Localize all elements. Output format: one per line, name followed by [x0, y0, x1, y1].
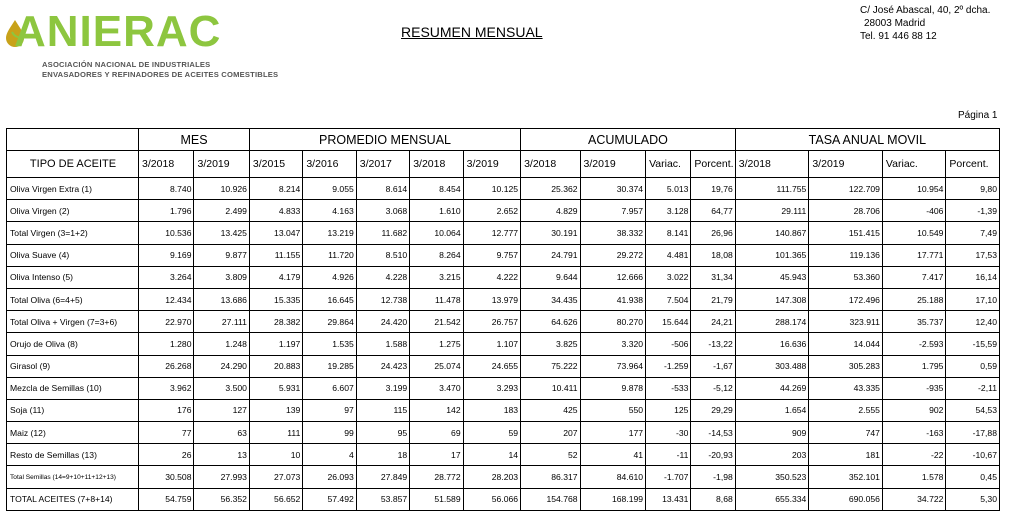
table-cell: 12.434 — [139, 288, 194, 310]
group-header-promedio: PROMEDIO MENSUAL — [249, 129, 520, 151]
table-cell: 4.228 — [356, 266, 409, 288]
row-label: Total Oliva (6=4+5) — [7, 288, 139, 310]
column-header: Variac. — [646, 151, 691, 178]
column-header: Porcent. — [946, 151, 1000, 178]
table-cell: 57.492 — [303, 488, 356, 510]
table-cell: 1.107 — [463, 333, 520, 355]
table-cell: 7,49 — [946, 222, 1000, 244]
column-header: 3/2018 — [521, 151, 580, 178]
logo-wordmark: ANIERAC — [14, 7, 222, 56]
table-cell: 12,40 — [946, 311, 1000, 333]
table-cell: 43.335 — [809, 377, 883, 399]
table-cell: 77 — [139, 422, 194, 444]
table-cell: 18 — [356, 444, 409, 466]
table-cell: 13.425 — [194, 222, 249, 244]
table-cell: 56.066 — [463, 488, 520, 510]
table-cell: 139 — [249, 399, 302, 421]
table-cell: 5.013 — [646, 178, 691, 200]
table-cell: 29.272 — [580, 244, 646, 266]
table-cell: 29,29 — [691, 399, 735, 421]
table-cell: -163 — [882, 422, 946, 444]
table-cell: 13.686 — [194, 288, 249, 310]
table-row — [7, 377, 1000, 399]
table-row — [7, 244, 1000, 266]
table-cell: 16.636 — [735, 333, 809, 355]
table-cell: 550 — [580, 399, 646, 421]
table-cell: 655.334 — [735, 488, 809, 510]
table-cell: 207 — [521, 422, 580, 444]
table-cell: 27.849 — [356, 466, 409, 488]
table-cell: 183 — [463, 399, 520, 421]
table-cell: 0,45 — [946, 466, 1000, 488]
table-cell: 303.488 — [735, 355, 809, 377]
table-cell: 24.791 — [521, 244, 580, 266]
table-cell: 1.248 — [194, 333, 249, 355]
table-cell: 99 — [303, 422, 356, 444]
table-cell: 4.926 — [303, 266, 356, 288]
table-cell: 38.332 — [580, 222, 646, 244]
table-cell: -2,11 — [946, 377, 1000, 399]
table-cell: 8.264 — [410, 244, 463, 266]
table-cell: 26.093 — [303, 466, 356, 488]
table-cell: 909 — [735, 422, 809, 444]
table-cell: 125 — [646, 399, 691, 421]
table-cell: 28.382 — [249, 311, 302, 333]
table-cell: 9.878 — [580, 377, 646, 399]
table-cell: 9.644 — [521, 266, 580, 288]
column-header: TIPO DE ACEITE — [7, 151, 139, 178]
table-cell: 11.720 — [303, 244, 356, 266]
table-cell: 3.264 — [139, 266, 194, 288]
table-cell: -533 — [646, 377, 691, 399]
table-cell: -17,88 — [946, 422, 1000, 444]
table-cell: 35.737 — [882, 311, 946, 333]
table-cell: 25.362 — [521, 178, 580, 200]
table-cell: 8.740 — [139, 178, 194, 200]
table-cell: 30.508 — [139, 466, 194, 488]
table-cell: 3.215 — [410, 266, 463, 288]
row-label: Mezcla de Semillas (10) — [7, 377, 139, 399]
table-cell: 17 — [410, 444, 463, 466]
table-cell: 690.056 — [809, 488, 883, 510]
table-cell: 11.155 — [249, 244, 302, 266]
column-header: 3/2019 — [809, 151, 883, 178]
group-header-tasa: TASA ANUAL MOVIL — [735, 129, 999, 151]
row-label: Resto de Semillas (13) — [7, 444, 139, 466]
table-cell: 12.777 — [463, 222, 520, 244]
table-cell: 902 — [882, 399, 946, 421]
table-cell: 20.883 — [249, 355, 302, 377]
table-cell: 127 — [194, 399, 249, 421]
table-cell: 26,96 — [691, 222, 735, 244]
table-cell: 3.825 — [521, 333, 580, 355]
column-header: 3/2019 — [463, 151, 520, 178]
table-cell: 181 — [809, 444, 883, 466]
table-cell: 203 — [735, 444, 809, 466]
table-row — [7, 222, 1000, 244]
row-label: Orujo de Oliva (8) — [7, 333, 139, 355]
table-row — [7, 355, 1000, 377]
table-cell: 21,79 — [691, 288, 735, 310]
table-cell: 17,10 — [946, 288, 1000, 310]
table-cell: 3.320 — [580, 333, 646, 355]
table-cell: 3.962 — [139, 377, 194, 399]
table-cell: 26.268 — [139, 355, 194, 377]
table-row — [7, 488, 1000, 510]
table-cell: -935 — [882, 377, 946, 399]
table-cell: 25.188 — [882, 288, 946, 310]
table-cell: 27.073 — [249, 466, 302, 488]
table-cell: 1.535 — [303, 333, 356, 355]
table-cell: 9.169 — [139, 244, 194, 266]
table-cell: 4 — [303, 444, 356, 466]
table-cell: 2.652 — [463, 200, 520, 222]
table-cell: 154.768 — [521, 488, 580, 510]
table-row — [7, 399, 1000, 421]
address-block — [860, 4, 990, 43]
table-cell: 53.360 — [809, 266, 883, 288]
table-cell: 11.478 — [410, 288, 463, 310]
table-cell: 2.555 — [809, 399, 883, 421]
table-cell: 425 — [521, 399, 580, 421]
table-cell: 4.222 — [463, 266, 520, 288]
logo-subtitle-2: ENVASADORES Y REFINADORES DE ACEITES COMESTIBLES — [42, 70, 279, 79]
column-header: Porcent. — [691, 151, 735, 178]
group-header-blank — [7, 129, 139, 151]
table-cell: 51.589 — [410, 488, 463, 510]
table-cell: 10.411 — [521, 377, 580, 399]
table-cell: 26.757 — [463, 311, 520, 333]
table-cell: 1.610 — [410, 200, 463, 222]
table-cell: 0,59 — [946, 355, 1000, 377]
table-cell: -30 — [646, 422, 691, 444]
table-cell: 63 — [194, 422, 249, 444]
row-label: Total Semillas (14=9+10+11+12+13) — [7, 466, 139, 488]
table-cell: 64,77 — [691, 200, 735, 222]
table-cell: 13.047 — [249, 222, 302, 244]
table-cell: 140.867 — [735, 222, 809, 244]
table-cell: 288.174 — [735, 311, 809, 333]
row-label: Total Virgen (3=1+2) — [7, 222, 139, 244]
table-cell: -22 — [882, 444, 946, 466]
table-cell: 17.771 — [882, 244, 946, 266]
group-header-row — [7, 129, 1000, 151]
table-row — [7, 200, 1000, 222]
table-cell: 10.549 — [882, 222, 946, 244]
table-cell: 34.722 — [882, 488, 946, 510]
group-header-acumulado: ACUMULADO — [521, 129, 736, 151]
table-cell: -1,98 — [691, 466, 735, 488]
table-cell: 10.064 — [410, 222, 463, 244]
column-header: 3/2019 — [580, 151, 646, 178]
table-row — [7, 466, 1000, 488]
table-cell: 3.199 — [356, 377, 409, 399]
table-cell: 52 — [521, 444, 580, 466]
table-cell: 24,21 — [691, 311, 735, 333]
column-header: 3/2018 — [139, 151, 194, 178]
table-cell: 151.415 — [809, 222, 883, 244]
table-cell: -1.707 — [646, 466, 691, 488]
table-cell: 11.682 — [356, 222, 409, 244]
table-cell: 1.654 — [735, 399, 809, 421]
table-cell: -15,59 — [946, 333, 1000, 355]
table-cell: 177 — [580, 422, 646, 444]
table-cell: 97 — [303, 399, 356, 421]
address-phone: Tel. 91 446 88 12 — [860, 31, 937, 42]
table-cell: 28.772 — [410, 466, 463, 488]
table-cell: 28.706 — [809, 200, 883, 222]
table-cell: 53.857 — [356, 488, 409, 510]
column-header: 3/2016 — [303, 151, 356, 178]
table-cell: 4.163 — [303, 200, 356, 222]
logo-subtitle-1: ASOCIACIÓN NACIONAL DE INDUSTRIALES — [42, 60, 211, 69]
table-cell: 9.757 — [463, 244, 520, 266]
table-cell: -1,67 — [691, 355, 735, 377]
table-cell: -1,39 — [946, 200, 1000, 222]
table-cell: 3.128 — [646, 200, 691, 222]
table-cell: 30.374 — [580, 178, 646, 200]
column-header-row — [7, 151, 1000, 178]
table-cell: 3.500 — [194, 377, 249, 399]
table-cell: 95 — [356, 422, 409, 444]
table-cell: 172.496 — [809, 288, 883, 310]
table-cell: 24.420 — [356, 311, 409, 333]
table-cell: 19,76 — [691, 178, 735, 200]
table-cell: -10,67 — [946, 444, 1000, 466]
table-cell: 9,80 — [946, 178, 1000, 200]
table-cell: 16,14 — [946, 266, 1000, 288]
table-cell: -20,93 — [691, 444, 735, 466]
table-cell: 54,53 — [946, 399, 1000, 421]
row-label: Maiz (12) — [7, 422, 139, 444]
table-cell: 8.141 — [646, 222, 691, 244]
table-cell: 8.510 — [356, 244, 409, 266]
table-cell: -406 — [882, 200, 946, 222]
table-cell: 14 — [463, 444, 520, 466]
table-cell: 1.280 — [139, 333, 194, 355]
table-cell: 73.964 — [580, 355, 646, 377]
table-cell: 64.626 — [521, 311, 580, 333]
table-cell: 7.417 — [882, 266, 946, 288]
monthly-summary-table — [6, 128, 1000, 511]
table-cell: 3.068 — [356, 200, 409, 222]
table-cell: 1.796 — [139, 200, 194, 222]
table-row — [7, 288, 1000, 310]
table-cell: 5,30 — [946, 488, 1000, 510]
table-cell: 350.523 — [735, 466, 809, 488]
table-cell: 24.290 — [194, 355, 249, 377]
table-cell: 10.536 — [139, 222, 194, 244]
table-cell: 4.829 — [521, 200, 580, 222]
table-cell: 12.738 — [356, 288, 409, 310]
address-city: 28003 Madrid — [864, 18, 926, 29]
table-cell: 56.652 — [249, 488, 302, 510]
table-cell: 9.055 — [303, 178, 356, 200]
table-cell: 8.454 — [410, 178, 463, 200]
table-cell: -13,22 — [691, 333, 735, 355]
table-cell: 4.179 — [249, 266, 302, 288]
table-cell: 111.755 — [735, 178, 809, 200]
table-cell: 28.203 — [463, 466, 520, 488]
table-cell: 30.191 — [521, 222, 580, 244]
table-cell: 21.542 — [410, 311, 463, 333]
table-cell: 10.954 — [882, 178, 946, 200]
table-row — [7, 178, 1000, 200]
table-cell: 13 — [194, 444, 249, 466]
table-row — [7, 333, 1000, 355]
table-row — [7, 444, 1000, 466]
table-cell: 16.645 — [303, 288, 356, 310]
table-cell: 3.293 — [463, 377, 520, 399]
table-cell: -14,53 — [691, 422, 735, 444]
table-cell: -506 — [646, 333, 691, 355]
table-cell: 10.926 — [194, 178, 249, 200]
table-cell: 1.588 — [356, 333, 409, 355]
row-label: Total Oliva + Virgen (7=3+6) — [7, 311, 139, 333]
table-cell: 1.578 — [882, 466, 946, 488]
table-cell: 14.044 — [809, 333, 883, 355]
row-label: Oliva Virgen (2) — [7, 200, 139, 222]
table-cell: 22.970 — [139, 311, 194, 333]
table-body — [7, 178, 1000, 511]
table-cell: 3.470 — [410, 377, 463, 399]
group-header-mes: MES — [139, 129, 250, 151]
table-cell: 2.499 — [194, 200, 249, 222]
table-cell: 9.877 — [194, 244, 249, 266]
table-cell: -5,12 — [691, 377, 735, 399]
table-cell: 323.911 — [809, 311, 883, 333]
table-cell: 17,53 — [946, 244, 1000, 266]
table-cell: 3.809 — [194, 266, 249, 288]
table-cell: 13.431 — [646, 488, 691, 510]
table-cell: 1.275 — [410, 333, 463, 355]
table-cell: 7.957 — [580, 200, 646, 222]
table-cell: 41.938 — [580, 288, 646, 310]
table-cell: 19.285 — [303, 355, 356, 377]
table-cell: 3.022 — [646, 266, 691, 288]
table-cell: 18,08 — [691, 244, 735, 266]
table-cell: 8,68 — [691, 488, 735, 510]
table-cell: 86.317 — [521, 466, 580, 488]
table-cell: 147.308 — [735, 288, 809, 310]
table-cell: 6.607 — [303, 377, 356, 399]
table-cell: 54.759 — [139, 488, 194, 510]
table-cell: 7.504 — [646, 288, 691, 310]
table-cell: 10 — [249, 444, 302, 466]
column-header: 3/2015 — [249, 151, 302, 178]
table-cell: 168.199 — [580, 488, 646, 510]
table-cell: 4.481 — [646, 244, 691, 266]
table-cell: 119.136 — [809, 244, 883, 266]
table-cell: 26 — [139, 444, 194, 466]
table-row — [7, 311, 1000, 333]
column-header: Variac. — [882, 151, 946, 178]
table-cell: -2.593 — [882, 333, 946, 355]
table-cell: 45.943 — [735, 266, 809, 288]
table-cell: 115 — [356, 399, 409, 421]
column-header: 3/2017 — [356, 151, 409, 178]
table-cell: 5.931 — [249, 377, 302, 399]
table-cell: 1.197 — [249, 333, 302, 355]
table-cell: 27.111 — [194, 311, 249, 333]
row-label: Oliva Intenso (5) — [7, 266, 139, 288]
table-cell: 44.269 — [735, 377, 809, 399]
row-label: Soja (11) — [7, 399, 139, 421]
table-cell: 31,34 — [691, 266, 735, 288]
column-header: 3/2018 — [735, 151, 809, 178]
column-header: 3/2019 — [194, 151, 249, 178]
table-cell: 13.979 — [463, 288, 520, 310]
table-cell: 13.219 — [303, 222, 356, 244]
table-cell: 8.214 — [249, 178, 302, 200]
table-cell: 352.101 — [809, 466, 883, 488]
table-cell: 59 — [463, 422, 520, 444]
table-cell: 122.709 — [809, 178, 883, 200]
table-cell: 25.074 — [410, 355, 463, 377]
table-cell: 15.335 — [249, 288, 302, 310]
table-cell: -1.259 — [646, 355, 691, 377]
row-label: Oliva Suave (4) — [7, 244, 139, 266]
report-title: RESUMEN MENSUAL — [401, 24, 543, 40]
table-cell: 8.614 — [356, 178, 409, 200]
table-cell: 29.864 — [303, 311, 356, 333]
table-cell: 24.655 — [463, 355, 520, 377]
table-cell: 80.270 — [580, 311, 646, 333]
column-header: 3/2018 — [410, 151, 463, 178]
table-cell: -11 — [646, 444, 691, 466]
anierac-logo — [4, 8, 294, 80]
table-cell: 142 — [410, 399, 463, 421]
table-cell: 29.111 — [735, 200, 809, 222]
table-cell: 111 — [249, 422, 302, 444]
table-cell: 41 — [580, 444, 646, 466]
table-cell: 15.644 — [646, 311, 691, 333]
table-cell: 69 — [410, 422, 463, 444]
table-cell: 10.125 — [463, 178, 520, 200]
table-cell: 305.283 — [809, 355, 883, 377]
address-street: C/ José Abascal, 40, 2º dcha. — [860, 5, 991, 16]
page-number: Página 1 — [958, 110, 998, 121]
table-cell: 747 — [809, 422, 883, 444]
table-cell: 176 — [139, 399, 194, 421]
row-label: Girasol (9) — [7, 355, 139, 377]
table-cell: 75.222 — [521, 355, 580, 377]
row-label: Oliva Virgen Extra (1) — [7, 178, 139, 200]
table-cell: 27.993 — [194, 466, 249, 488]
table-cell: 101.365 — [735, 244, 809, 266]
table-cell: 24.423 — [356, 355, 409, 377]
table-cell: 4.833 — [249, 200, 302, 222]
table-cell: 12.666 — [580, 266, 646, 288]
table-row — [7, 266, 1000, 288]
table-cell: 84.610 — [580, 466, 646, 488]
table-row — [7, 422, 1000, 444]
table-cell: 1.795 — [882, 355, 946, 377]
row-label: TOTAL ACEITES (7+8+14) — [7, 488, 139, 510]
table-cell: 34.435 — [521, 288, 580, 310]
table-cell: 56.352 — [194, 488, 249, 510]
